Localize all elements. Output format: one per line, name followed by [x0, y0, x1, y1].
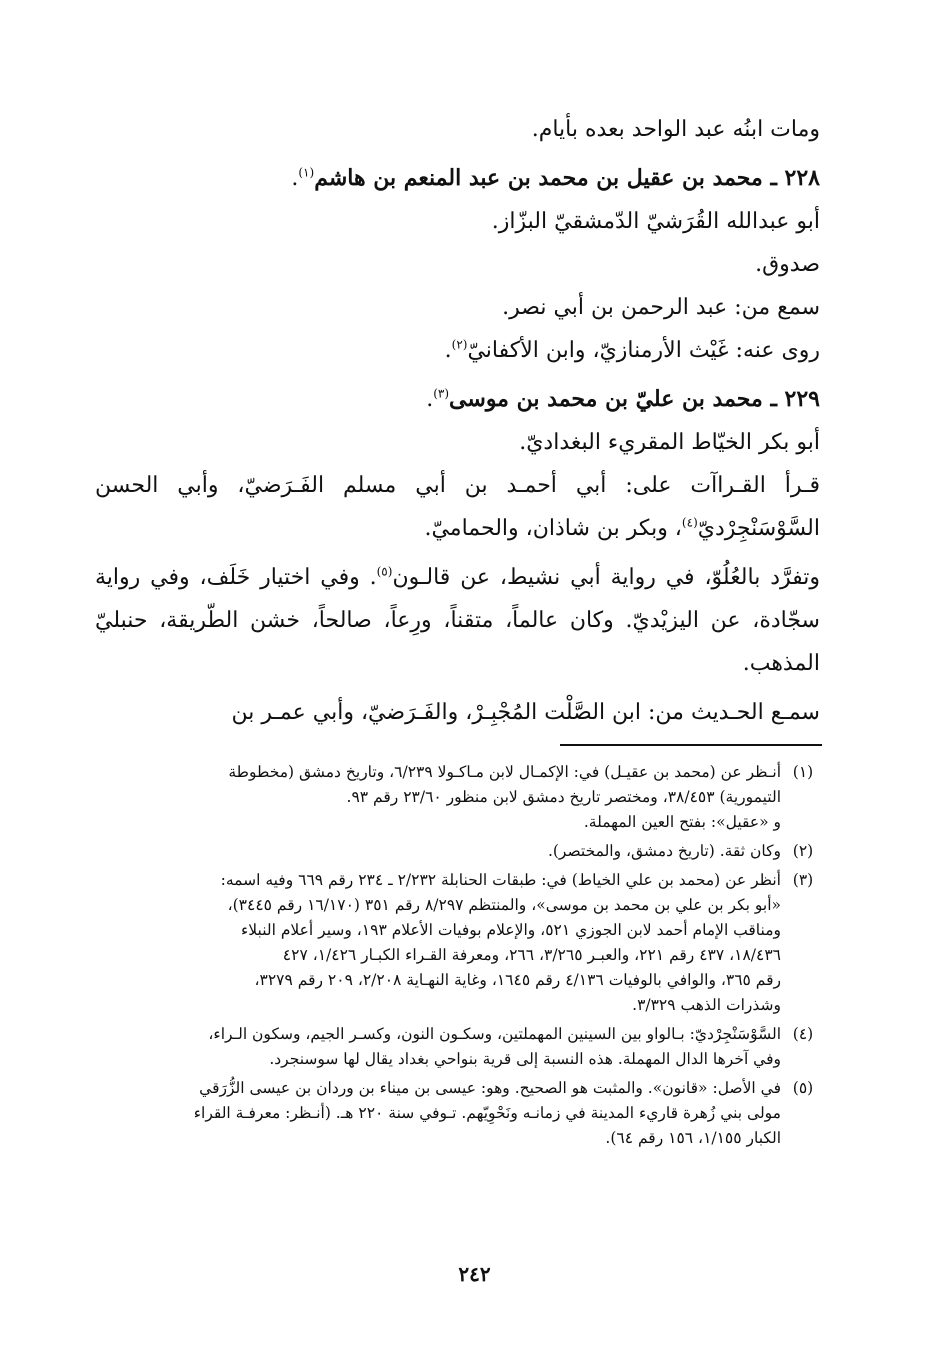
footnote-line: الكبار ١/١٥٥، ١٥٦ رقم ٦٤). — [605, 1129, 781, 1147]
footnote-4 — [100, 1022, 825, 1072]
entry-228-narrated-by — [95, 329, 820, 372]
footnote-ref-4: (٤) — [681, 515, 698, 530]
footnote-2 — [100, 839, 825, 864]
entry-229-kunya: أبو بكر الخيّاط المقريء البغداديّ. — [519, 430, 820, 455]
closing-line-prev-entry: ومات ابنُه عبد الواحد بعده بأيام. — [531, 117, 820, 142]
entry-229-tafarrud-b: . وفي اختيار خَلَف، وفي رواية سجّادة، عن اليزيْديّ. وكان عالماً، متقناً، ورِعاً، صالحاً، خشن الطّريقة، حنبليّ المذهب. — [95, 565, 820, 676]
footnote-line: و «عقيل»: بفتح العين المهملة. — [583, 813, 781, 831]
footnote-line: أنـظر عن (محمد بن عقيـل) في: الإكمـال لابن مـاكـولا ٦/٢٣٩، وتاريخ دمشق (مخطوطة — [228, 763, 781, 781]
footnote-line: رقم ٣٦٥، والوافي بالوفيات ٤/١٣٦ رقم ١٦٤٥، وغاية النهـاية ٢/٢٠٨، ٢٠٩ رقم ٣٢٧٩، — [254, 971, 781, 989]
entry-228-heard-from: سمع من: عبد الرحمن بن أبي نصر. — [502, 295, 820, 320]
footnote-text — [100, 868, 781, 1018]
footnote-line: السَّوْسَنْجِرْديّ: بـالواو بين السينين المهملتين، وسكـون النون، وكسـر الجيم، وسكون الـراء، — [208, 1025, 781, 1043]
entry-229-qiraat-a: قـرأ القـراآت على: أبي أحمـد بن أبي مسلم الفَـرَضيّ، وأبي الحسن السَّوْسَنْجِرْديّ — [95, 473, 820, 541]
entry-229-name: ٢٢٩ ـ محمد بن عليّ بن محمد بن موسى — [449, 386, 820, 412]
page-number: ٢٤٢ — [458, 1262, 491, 1286]
footnote-separator — [560, 744, 822, 746]
entry-228-name: ٢٢٨ ـ محمد بن عقيل بن محمد بن عبد المنعم بن هاشم — [314, 165, 820, 191]
entry-229-tafarrud — [95, 556, 820, 685]
footnote-line: «أبو بكر بن علي بن محمد بن موسى»، والمنتظم ٨/٢٩٧ رقم ٣٥١ (١٦/١٧٠ رقم ٣٤٤٥)، — [227, 896, 781, 914]
footnote-number: (٢) — [792, 842, 814, 860]
entry-228-heading-end: . — [291, 166, 299, 191]
entry-229-heading-end: . — [426, 387, 434, 412]
footnote-line: ومناقب الإمام أحمد لابن الجوزي ٥٢١، والإعلام بوفيات الأعلام ١٩٣، وسير أعلام النبلاء — [240, 921, 781, 939]
footnote-line: وفي آخرها الدال المهملة. هذه النسبة إلى قرية بنواحي بغداد يقال لها سوسنجرد. — [269, 1050, 781, 1068]
footnote-ref-3: (٣) — [433, 386, 450, 401]
entry-228-narrated-text: روى عنه: غَيْث الأرمنازيّ، وابن الأكفانيّ — [467, 338, 820, 363]
footnote-line: في الأصل: «قانون». والمثبت هو الصحيح. وهو: عيسى بن ميناء بن وردان بن عيسى الزُّرَقي — [199, 1079, 781, 1097]
footnote-line: وشذرات الذهب ٣/٣٢٩. — [632, 996, 781, 1014]
entry-229-qiraat-b: ، وبكر بن شاذان، والحماميّ. — [424, 516, 682, 541]
entry-228-narrated-end: . — [444, 338, 452, 363]
entry-229-tafarrud-a: وتفرَّد بالعُلُوّ، في رواية أبي نشيط، عن قالـون — [392, 565, 821, 590]
footnote-line: أنظر عن (محمد بن علي الخياط) في: طبقات الحنابلة ٢/٢٣٢ ـ ٢٣٤ رقم ٦٦٩ وفيه اسمه: — [220, 871, 781, 889]
entry-229-heading — [95, 378, 820, 421]
footnote-ref-1: (١) — [298, 165, 315, 180]
footnote-number: (٥) — [792, 1079, 814, 1097]
footnote-text — [100, 839, 781, 864]
footnote-line: ١٨/٤٣٦، ٤٣٧ رقم ٢٢١، والعبـر ٣/٢٦٥، ٢٦٦، ومعرفة القـراء الكبـار ١/٤٢٦، ٤٢٧ — [282, 946, 781, 964]
entry-228-kunya: أبو عبدالله القُرَشيّ الدّمشقيّ البزّاز. — [491, 209, 820, 234]
footnote-ref-2: (٢) — [451, 337, 468, 352]
entry-228-grade: صدوق. — [755, 252, 820, 277]
footnotes — [100, 760, 825, 1155]
entry-229-qiraat — [95, 464, 820, 550]
footnote-text — [100, 1076, 781, 1151]
footnote-number: (٤) — [792, 1025, 814, 1043]
footnote-1 — [100, 760, 825, 835]
entry-228-heading — [95, 157, 820, 200]
footnote-5 — [100, 1076, 825, 1151]
entry-229-hadith: سمـع الحـديث من: ابن الصَّلْت المُجْبِـرْ، والفَـرَضيّ، وأبي عمـر بن — [231, 700, 820, 725]
footnote-number: (١) — [792, 763, 814, 781]
footnote-line: وكان ثقة. (تاريخ دمشق، والمختصر). — [547, 842, 781, 860]
footnote-text — [100, 1022, 781, 1072]
footnote-text — [100, 760, 781, 835]
footnote-number: (٣) — [792, 871, 814, 889]
footnote-3 — [100, 868, 825, 1018]
footnote-line: التيمورية) ٣٨/٤٥٣، ومختصر تاريخ دمشق لابن منظور ٢٣/٦٠ رقم ٩٣. — [346, 788, 781, 806]
footnote-ref-5: (٥) — [376, 564, 393, 579]
main-text — [95, 108, 820, 734]
footnote-line: مولى بني زُهرة قاريء المدينة في زمانـه ونَحْوِيّهم. تـوفي سنة ٢٢٠ هـ. (أنـظر: معرفـة القراء — [193, 1104, 781, 1122]
